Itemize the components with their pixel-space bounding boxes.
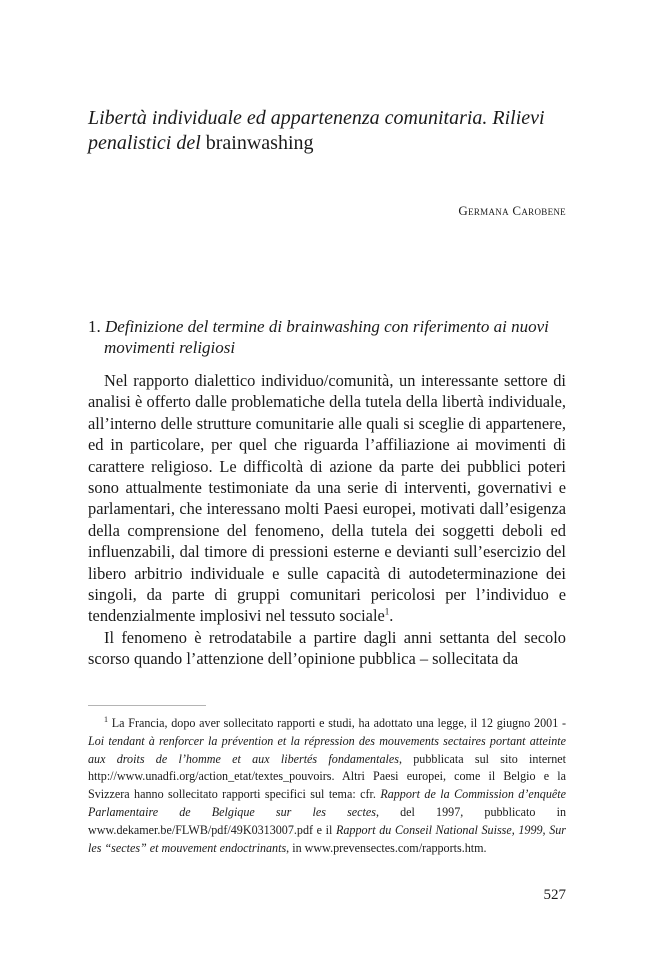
paragraph-1	[88, 370, 566, 627]
footnote-reference[interactable]: 1	[384, 607, 390, 617]
article-title-italic: Libertà individuale ed appartenenza comunitaria. Rilievi penalistici del	[88, 107, 545, 154]
footnote-marker: 1	[104, 714, 108, 724]
article-title	[88, 106, 578, 156]
footnote-italic-1: Loi tendant à renforcer la prévention et la répression des mouvements sectaires portant atteinte aux droits de l’homme et aux libertés fondamentales	[88, 733, 566, 766]
paragraph-1-text: Nel rapporto dialettico individuo/comunità, un interessante settore di analisi è offerto dalle problematiche della tutela della libertà individuale, all’interno delle strutture comunitarie alle quali si sceglie di appartenere, ed in particolare, per quel che riguarda l’affiliazione ai movimenti di carattere religioso. Le difficoltà di azione da parte dei pubblici poteri sono attualmente testimoniate da una serie di interventi, governativi e parlamentari, che interessano molti Paesi europei, motivati dall’esigenza della comprensione del fenomeno, della tutela dei soggetti deboli ed influenzabili, dal timore di pressioni esterne e devianti sull’esercizio del libero arbitrio individuale e sulle capacità di autodeterminazione dei singoli, da parte di gruppi comunitari pericolosi per l’individuo e tendenzialmente implosivi nel tessuto sociale	[88, 371, 566, 626]
footnote-divider	[88, 705, 206, 706]
section-title-line1: Definizione del termine di brainwashing con riferimento ai nuovi	[105, 317, 549, 336]
paragraph-1-end: .	[389, 606, 394, 626]
article-title-roman: brainwashing	[205, 132, 314, 154]
footnote-text-2: , pubblicata sul sito internet http://www.unadfi.org/action_etat/textes_pouvoirs. Altri Paesi europei, come il Belgio e la Svizzera hanno sollecitato rapporti specifici sul tema: cfr.	[88, 751, 566, 802]
footnote-1	[88, 715, 566, 857]
section-heading	[88, 316, 568, 358]
section-number: 1.	[88, 317, 101, 336]
author-name: Germana Carobene	[458, 203, 566, 218]
footnote-text-1: La Francia, dopo aver sollecitato rapporti e studi, ha adottato una legge, il 12 giugno 2001 -	[111, 716, 566, 730]
footnote-text-3: , del 1997, pubblicato in www.dekamer.be/FLWB/pdf/49K0313007.pdf e il	[88, 804, 567, 837]
paragraph-2: Il fenomeno è retrodatabile a partire dagli anni settanta del secolo scorso quando l’attenzione dell’opinione pubblica – sollecitata da	[88, 627, 566, 669]
footnote-italic-3: Rapport du Conseil National Suisse, 1999, Sur les “sectes” et mouvement endoctrinants	[88, 822, 566, 855]
footnote-text-4: , in www.prevensectes.com/rapports.htm.	[286, 840, 487, 855]
body-text	[88, 370, 566, 670]
footnote-italic-2: Rapport de la Commission d’enquête Parlamentaire de Belgique sur les sectes	[88, 787, 566, 819]
page-number: 527	[543, 887, 566, 903]
section-title-line2: movimenti religiosi	[104, 338, 236, 357]
